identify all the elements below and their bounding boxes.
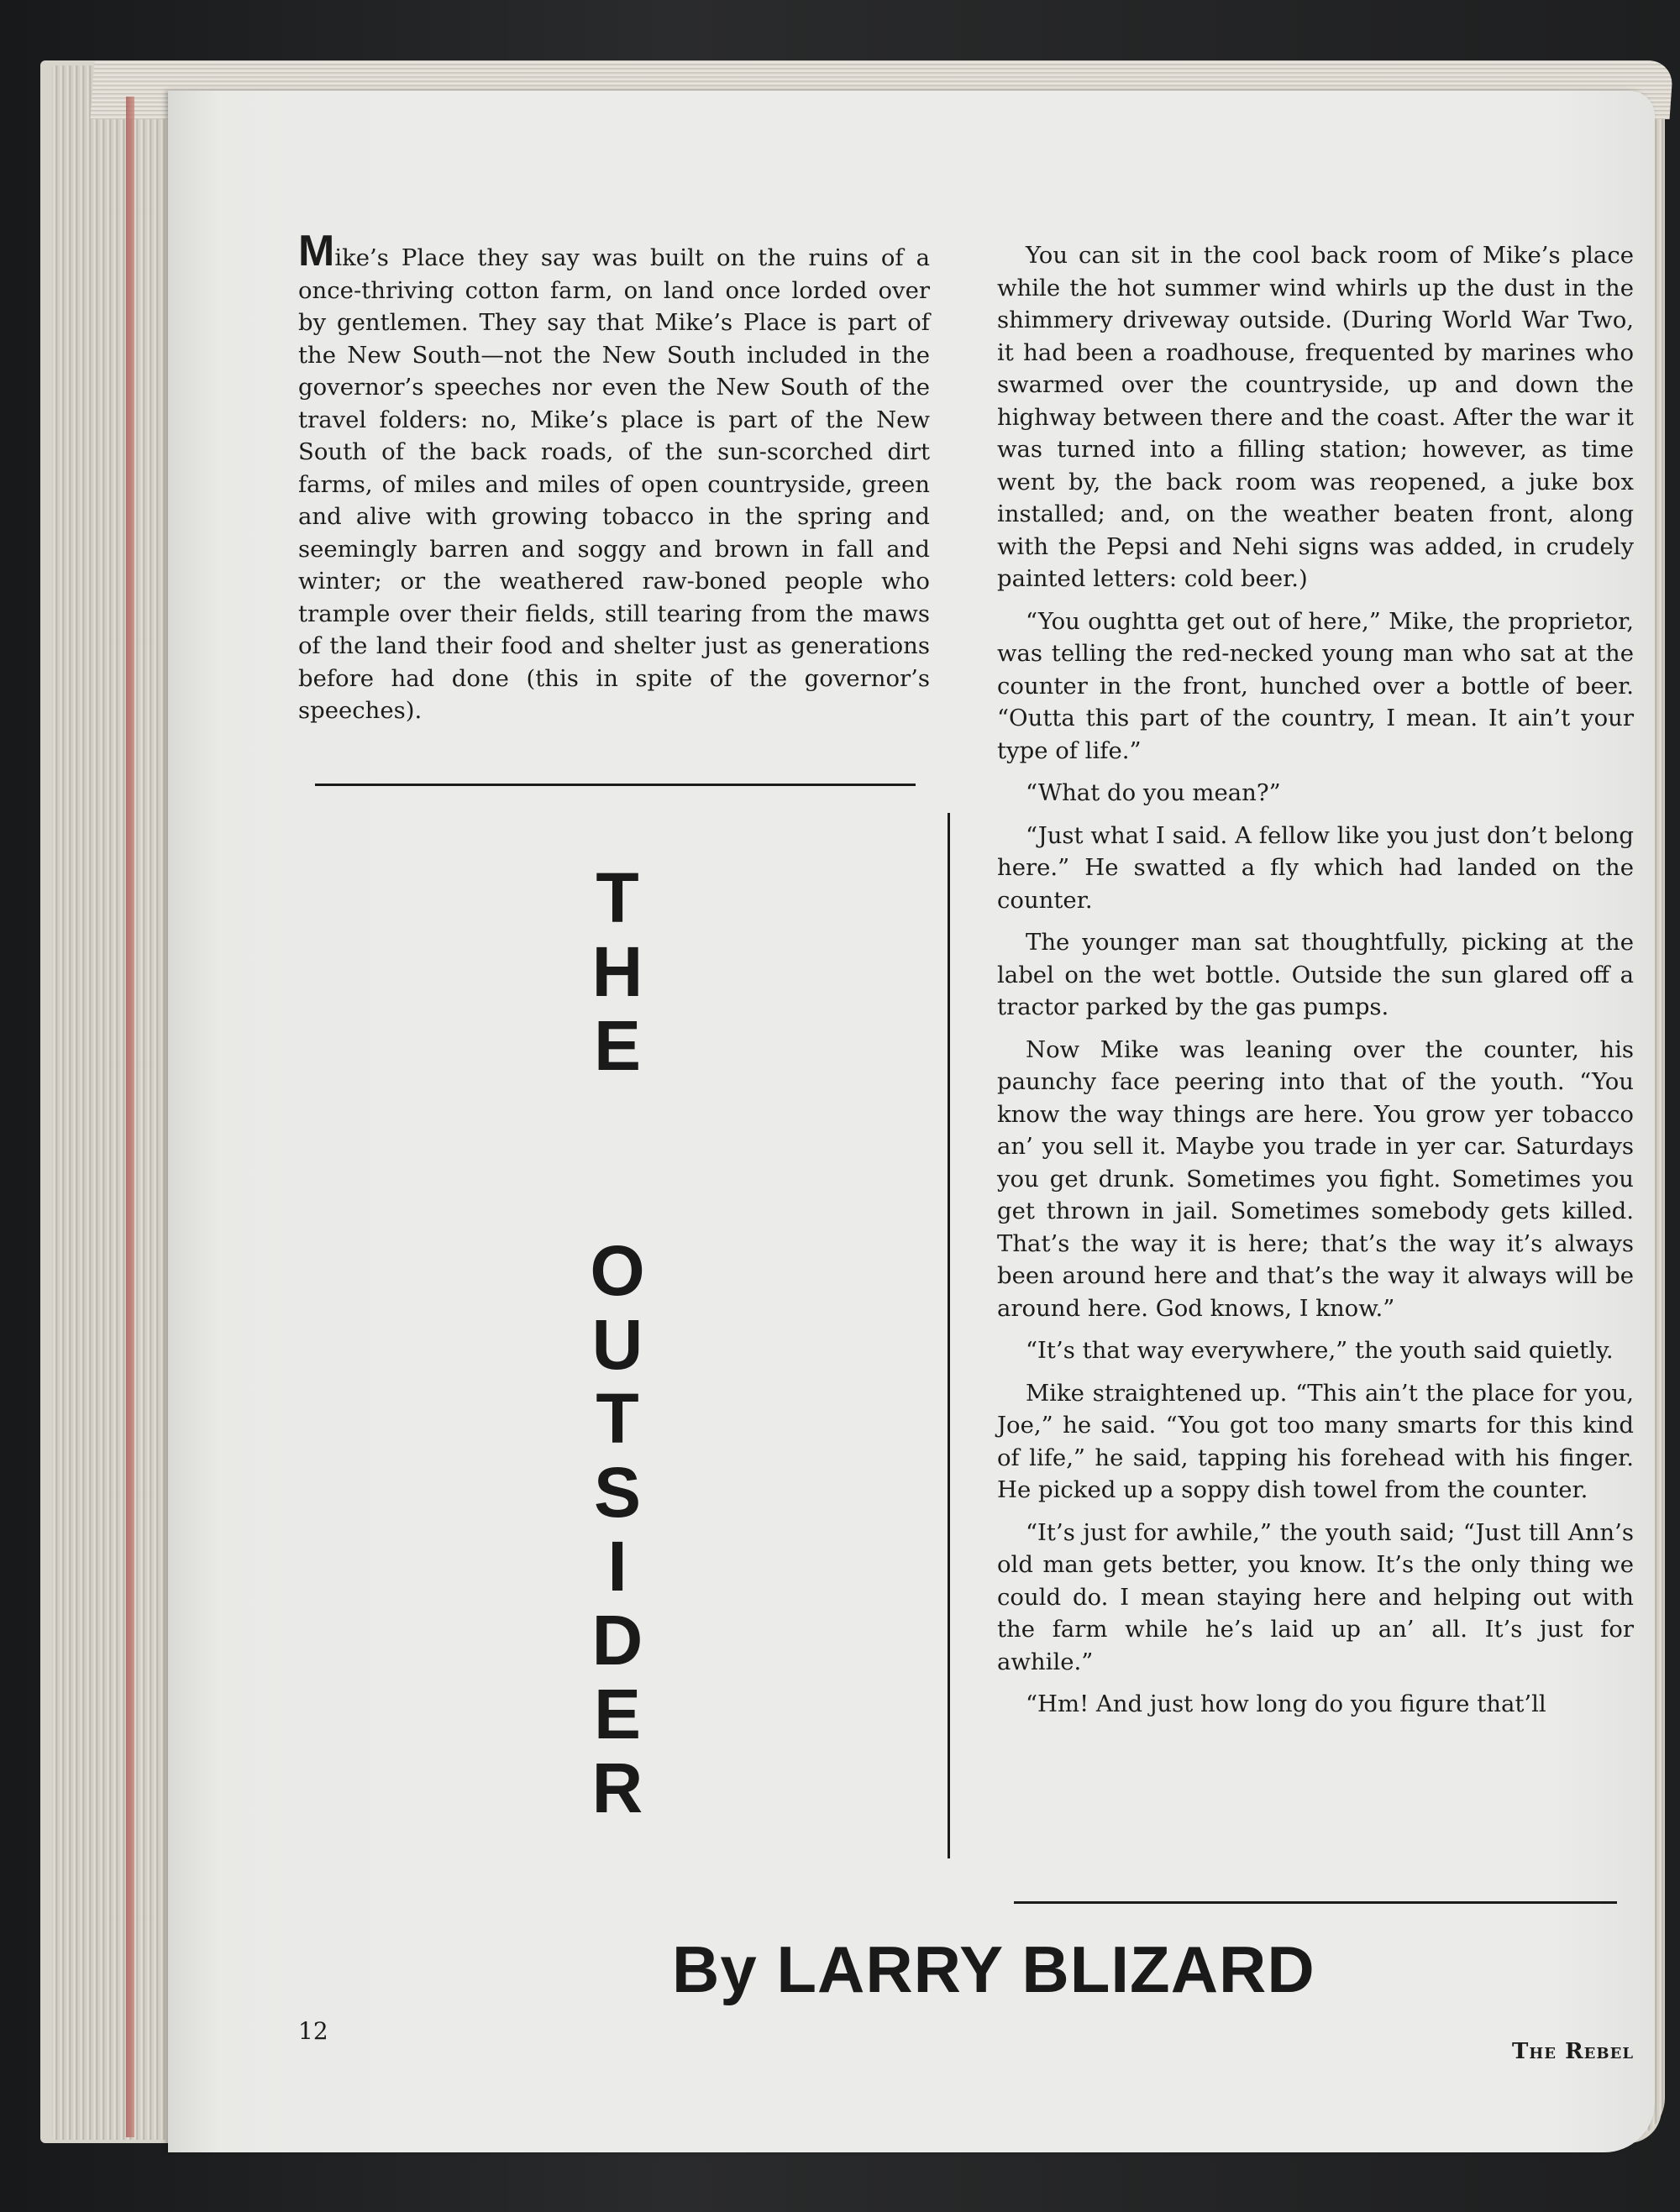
paragraph: “It’s that way everywhere,” the youth said quietly. xyxy=(1026,1337,1614,1364)
title-letter: E xyxy=(593,1675,642,1753)
right-divider-rule xyxy=(1014,1901,1617,1904)
title-letter: I xyxy=(607,1527,627,1606)
page-number: 12 xyxy=(298,2017,328,2045)
paragraph: “What do you mean?” xyxy=(1026,779,1281,806)
title-letter: O xyxy=(590,1231,645,1310)
title-letter: D xyxy=(591,1601,643,1680)
title-letter: T xyxy=(596,858,639,937)
vertical-divider-rule xyxy=(948,813,950,1858)
title-letter: H xyxy=(591,932,643,1011)
title-letter: S xyxy=(593,1453,642,1532)
paragraph: You can sit in the cool back room of Mike’s place while the hot summer wind whirls up the dust in the shimmery driveway outside. (During World War Two, it had been a roadhouse, frequented by marines who swarmed over the countryside, up and down the highway between there and the coast. After the war it was turned into a filling station; however, as time went by, the back room was reopened, a juke box installed; and, on the weather beaten front, along with the Pepsi and Nehi signs was added, in crudely painted letters: cold beer.) xyxy=(997,242,1634,592)
opening-paragraph-text: ike’s Place they say was built on the ruins of a once-thriving cotton farm, on land once lorded over by gentlemen. They say that Mike’s Place is part of the New South—not the New South included in the governor’s speeches nor even the New South of the travel folders: no, Mike’s place is part of the New South of the back roads, of the sun-scorched dirt farms, of miles and miles of open countryside, green and alive with growing tobacco in the spring and seemingly barren and soggy and brown in fall and winter; or the weathered raw-boned people who trample over their fields, still tearing from the maws of the land their food and shelter just as generations before had done (this in spite of the governor’s speeches). xyxy=(298,244,930,724)
title-letter: U xyxy=(591,1305,643,1384)
paragraph: “You oughtta get out of here,” Mike, the proprietor, was telling the red-necked young man who sat at the counter in the front, hunched over a bottle of beer. “Outta this part of the country, I mean. It ain’t your type of life.” xyxy=(997,607,1634,764)
right-column xyxy=(997,239,1634,1731)
drop-cap: M xyxy=(298,227,335,275)
paragraph: “Just what I said. A fellow like you just don’t belong here.” He swatted a fly which had landed on the counter. xyxy=(997,821,1634,914)
paragraph: “Hm! And just how long do you figure that’ll xyxy=(1026,1690,1546,1717)
left-column xyxy=(298,227,930,737)
opening-paragraph xyxy=(298,227,930,727)
title-word-gap xyxy=(554,1082,680,1234)
title-letter: R xyxy=(591,1748,643,1827)
left-divider-rule xyxy=(315,784,916,786)
article-title xyxy=(554,858,680,1827)
byline: By LARRY BLIZARD xyxy=(672,1932,1315,2006)
title-letter: T xyxy=(596,1379,639,1458)
paragraph: Mike straightened up. “This ain’t the place for you, Joe,” he said. “You got too many smarts for this kind of life,” he said, tapping his forehead with his finger. He picked up a soppy dish towel from the counter. xyxy=(997,1379,1634,1503)
paragraph: “It’s just for awhile,” the youth said; “Just till Ann’s old man gets better, you know. It’s the only thing we could do. I mean staying here and helping out with the farm while he’s laid up an’ all. It’s just for awhile.” xyxy=(997,1518,1634,1675)
red-page-edge xyxy=(126,97,134,2137)
title-letter: E xyxy=(593,1006,642,1085)
paragraph: The younger man sat thoughtfully, picking at the label on the wet bottle. Outside the sun glared off a tractor parked by the gas pumps. xyxy=(997,929,1634,1020)
magazine-name: The Rebel xyxy=(1511,2039,1634,2064)
paragraph: Now Mike was leaning over the counter, his paunchy face peering into that of the youth. “You know the way things are here. You grow yer tobacco an’ you sell it. Maybe you trade in yer car. Saturdays you get drunk. Sometimes you fight. Sometimes you get thrown in jail. Sometimes somebody gets killed. That’s the way it is here; that’s the way it’s always been around here and that’s the way it always will be around here. God knows, I know.” xyxy=(997,1035,1634,1322)
